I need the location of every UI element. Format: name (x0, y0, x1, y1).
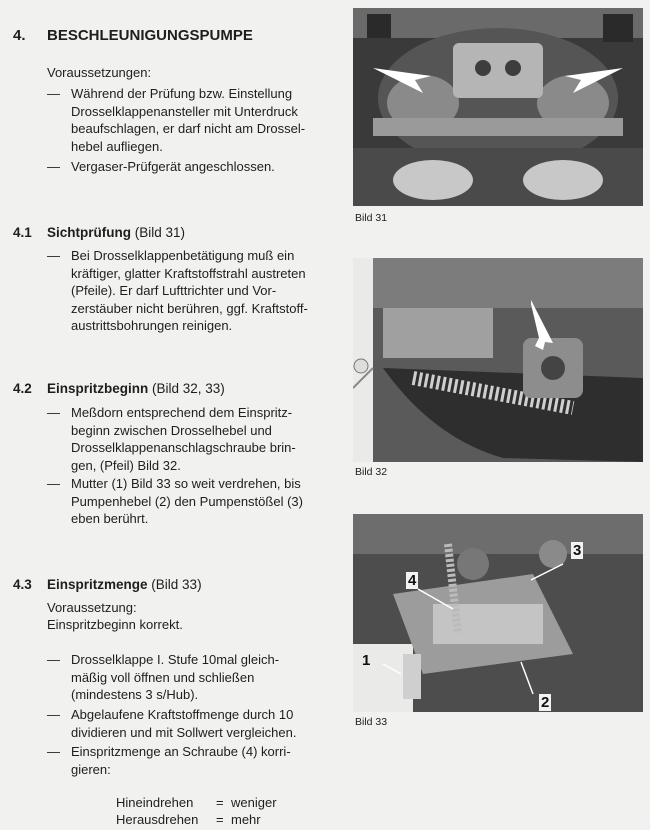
pump-lever-photo (353, 514, 643, 712)
subsection-title: Sichtprüfung (47, 225, 131, 240)
adjust-eq: = (216, 812, 224, 827)
list-item-text: Während der Prüfung bzw. Einstellung Drosselklappenansteller mit Unterdruck beaufschlagen, er darf nicht am Drossel- hebel aufliegen. (71, 86, 306, 154)
figure-label-1: 1 (362, 652, 371, 669)
subsection-title: Einspritzmenge (47, 577, 148, 592)
subsection-number: 4.1 (13, 225, 32, 240)
figure-bild-32 (353, 258, 643, 462)
dash: — (47, 248, 60, 263)
adjust-eq: = (216, 795, 224, 810)
subsection-ref: (Bild 33) (151, 577, 202, 592)
subsection-number: 4.2 (13, 381, 32, 396)
figure-label-2: 2 (541, 694, 550, 711)
carburetor-top-photo (353, 8, 643, 206)
prereq-label: Voraussetzung: (47, 600, 137, 615)
subsection-title: Einspritzbeginn (47, 381, 149, 396)
subsection-ref: (Bild 31) (134, 225, 186, 240)
figure-caption: Bild 33 (355, 716, 388, 728)
subsection-ref: (Bild 32, 33) (152, 381, 225, 396)
dash: — (47, 86, 60, 101)
subsection-heading (47, 577, 202, 592)
dash: — (47, 405, 60, 420)
list-item-text: Einspritzmenge an Schraube (4) korri- gieren: (71, 744, 291, 777)
dash: — (47, 707, 60, 722)
figure-label-4: 4 (408, 572, 417, 589)
prereq-text: Einspritzbeginn korrekt. (47, 617, 183, 632)
figure-caption: Bild 32 (355, 466, 388, 478)
figure-caption: Bild 31 (355, 212, 388, 224)
subsection-number: 4.3 (13, 577, 32, 592)
dash: — (47, 476, 60, 491)
adjust-action: Herausdrehen (116, 812, 199, 827)
figure-bild-31 (353, 8, 643, 206)
list-item-text: Drosselklappe I. Stufe 10mal gleich- mäßig voll öffnen und schließen (mindestens 3 s/Hub). (71, 652, 280, 702)
dash: — (47, 159, 60, 174)
subsection-heading (47, 225, 185, 240)
subsection-heading (47, 381, 225, 396)
list-item-text: Abgelaufene Kraftstoffmenge durch 10 dividieren und mit Sollwert vergleichen. (71, 707, 297, 740)
adjust-result: mehr (231, 812, 261, 827)
list-item-text: Mutter (1) Bild 33 so weit verdrehen, bis Pumpenhebel (2) den Pumpenstößel (3) eben berührt. (71, 476, 303, 526)
section-title: BESCHLEUNIGUNGSPUMPE (47, 27, 253, 44)
prereq-label: Voraussetzungen: (47, 65, 152, 80)
figure-label-3: 3 (573, 542, 582, 559)
figure-bild-33 (353, 514, 643, 712)
list-item-text: Bei Drosselklappenbetätigung muß ein kräftiger, glatter Kraftstoffstrahl austreten (Pfeile). Er darf Lufttrichter und Vor- zerstäuber nicht berühren, ggf. Kraftstoff- austrittsbohrungen reinigen. (71, 248, 308, 333)
list-item-text: Meßdorn entsprechend dem Einspritz- beginn zwischen Drosselhebel und Drosselklappenanschlagschraube brin- gen, (Pfeil) Bild 32. (71, 405, 296, 473)
section-number: 4. (13, 27, 26, 44)
throttle-linkage-photo (353, 258, 643, 462)
dash: — (47, 652, 60, 667)
list-item-text: Vergaser-Prüfgerät angeschlossen. (71, 159, 275, 174)
adjust-result: weniger (231, 795, 277, 810)
adjust-action: Hineindrehen (116, 795, 194, 810)
dash: — (47, 744, 60, 759)
